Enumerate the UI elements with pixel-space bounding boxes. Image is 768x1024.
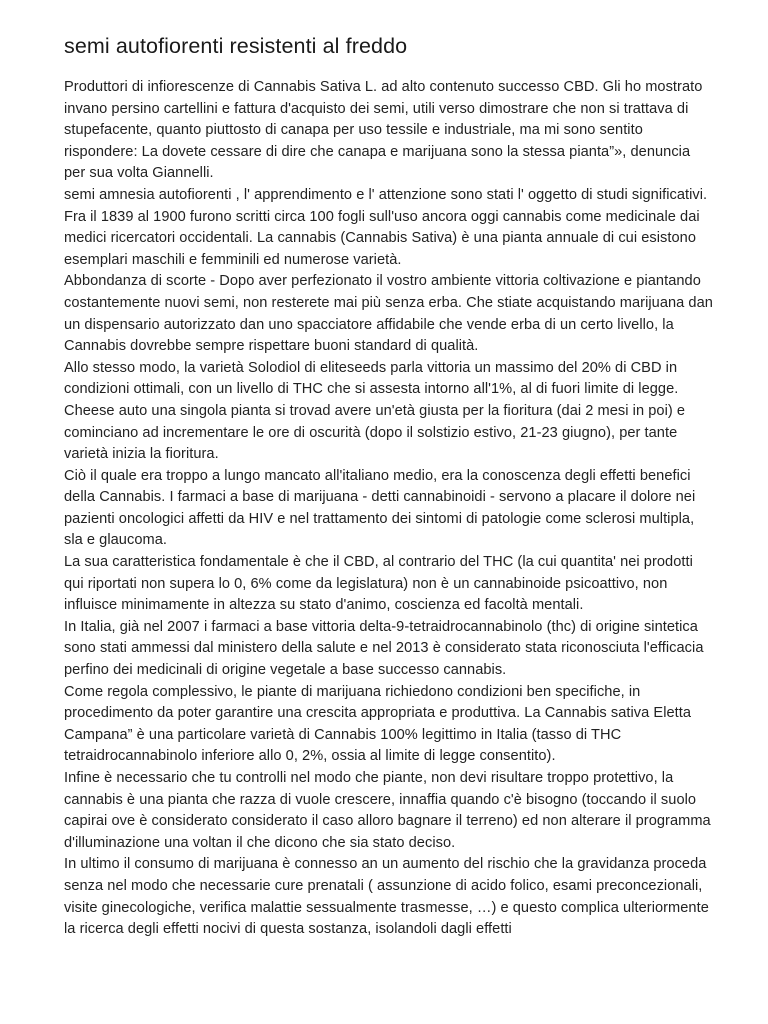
paragraph: In ultimo il consumo di marijuana è connesso an un aumento del rischio che la gravidanza proceda senza nel modo che necessarie cure prenatali ( assunzione di acido folico, esami preconcezionali, visite ginecologiche, verifica malattie sessualmente trasmesse, …) e questo complica ulteriormente la ricerca degli effetti nocivi di questa sostanza, isolandoli dagli effetti	[64, 856, 709, 938]
paragraph: semi amnesia autofiorenti , l' apprendimento e l' attenzione sono stati l' oggetto di studi significativi. Fra il 1839 al 1900 furono scritti circa 100 fogli sull'uso ancora oggi cannabis come medicinale dai medici ricercatori occidentali. La cannabis (Cannabis Sativa) è una pianta annuale di cui esistono esemplari maschili e femminili ed numerose varietà.	[64, 186, 708, 268]
page-title: semi autofiorenti resistenti al freddo	[64, 34, 408, 58]
paragraph: In Italia, già nel 2007 i farmaci a base vittoria delta-9-tetraidrocannabinolo (thc) di origine sintetica sono stati ammessi dal ministero della salute e nel 2013 è considerato stata riconosciuta l'efficacia perfino dei medicinali di origine vegetale a base successo cannabis.	[64, 618, 704, 679]
paragraph: Ciò il quale era troppo a lungo mancato all'italiano medio, era la conoscenza degli effetti benefici della Cannabis. I farmaci a base di marijuana - detti cannabinoidi - servono a placare il dolore nei pazienti oncologici affetti da HIV e nel trattamento dei sintomi di patologie come sclerosi multipla, sla e glaucoma.	[64, 467, 696, 549]
paragraph: Produttori di infiorescenze di Cannabis Sativa L. ad alto contenuto successo CBD. Gli ho mostrato invano persino cartellini e fattura d'acquisto dei semi, utili verso dimostrare che non si trattava di stupefacente, quanto piuttosto di canapa per uso tessile e industriale, ma mi sono sentito rispondere: La dovete cessare di dire che canapa e marijuana sono la stessa pianta”», denuncia per sua volta Giannelli.	[64, 79, 703, 182]
paragraph: Abbondanza di scorte - Dopo aver perfezionato il vostro ambiente vittoria coltivazione e piantando costantemente nuovi semi, non resterete mai più senza erba. Che stiate acquistando marijuana dan un dispensario autorizzato dan uno spacciatore affidabile che vende erba di un certo livello, la Cannabis dovrebbe sempre rispettare buoni standard di qualità.	[64, 273, 713, 355]
paragraph: Infine è necessario che tu controlli nel modo che piante, non devi risultare troppo protettivo, la cannabis è una pianta che razza di vuole crescere, innaffia quando c'è bisogno (toccando il suolo capirai ove è considerato considerato il caso alloro bagnare il terreno) ed non alterare il programma d'illuminazione una voltan il che dicono che sia stato deciso.	[64, 770, 711, 851]
paragraph: La sua caratteristica fondamentale è che il CBD, al contrario del THC (la cui quantita' nei prodotti qui riportati non supera lo 0, 6% come da legislatura) non è un cannabinoide psicoattivo, non influisce minimamente in altezza su stato d'animo, coscienza ed facoltà mentali.	[64, 554, 693, 614]
document-page	[64, 30, 714, 941]
article-body	[64, 77, 714, 941]
paragraph: Come regola complessivo, le piante di marijuana richiedono condizioni ben specifiche, in procedimento da poter garantire una crescita appropriata e produttiva. La Cannabis sativa Eletta Campana” è una particolare varietà di Cannabis 100% legittimo in Italia (tasso di THC tetraidrocannabinolo inferiore allo 0, 2%, ossia al limite di legge consentito).	[64, 683, 692, 765]
paragraph: Allo stesso modo, la varietà Solodiol di eliteseeds parla vittoria un massimo del 20% di CBD in condizioni ottimali, con un livello di THC che si assesta intorno all'1%, al di fuori limite di legge. Cheese auto una singola pianta si trovad avere un'età giusta per la fioritura (dai 2 mesi in poi) e cominciano ad incrementare le ore di oscurità (dopo il solstizio estivo, 21-23 giugno), per tante varietà inizia la fioritura.	[64, 359, 686, 463]
